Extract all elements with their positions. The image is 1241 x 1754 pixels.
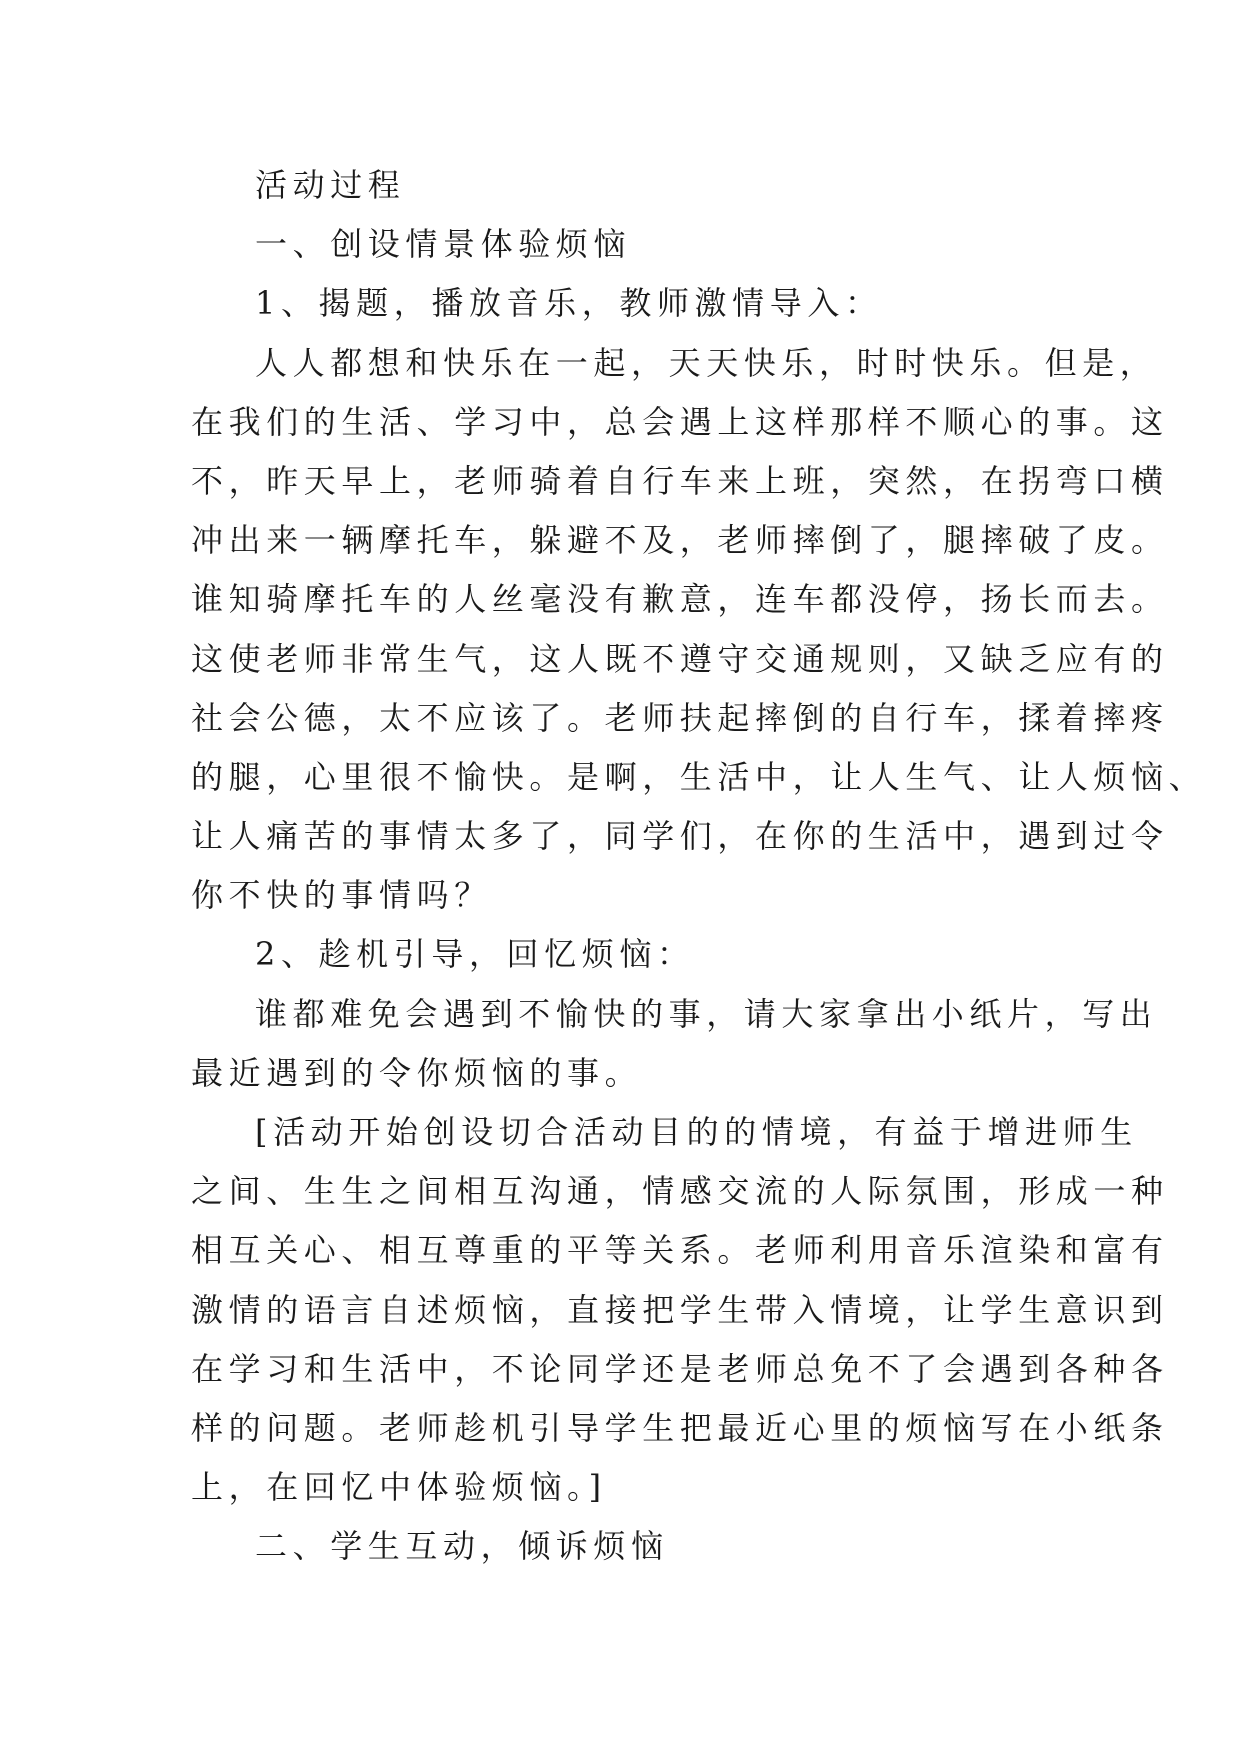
commentary-line: 相互关心、相互尊重的平等关系。老师利用音乐渲染和富有 [191,1231,1169,1270]
paragraph-line: 在我们的生活、学习中，总会遇上这样那样不顺心的事。这 [191,402,1169,441]
paragraph-line: 谁都难免会遇到不愉快的事，请大家拿出小纸片，写出 [255,994,1158,1033]
commentary-line: 之间、生生之间相互沟通，情感交流的人际氛围，形成一种 [191,1172,1169,1211]
paragraph-line: 谁知骑摩托车的人丝毫没有歉意，连车都没停，扬长而去。 [191,580,1169,619]
paragraph-line: 让人痛苦的事情太多了，同学们，在你的生活中，遇到过令 [191,817,1169,856]
commentary-line: 样的问题。老师趁机引导学生把最近心里的烦恼写在小纸条 [191,1408,1169,1447]
section-heading-two: 二、学生互动，倾诉烦恼 [255,1527,669,1566]
section-heading-activity-process: 活动过程 [255,166,406,204]
commentary-line: 在学习和生活中，不论同学还是老师总免不了会遇到各种各 [191,1349,1169,1388]
paragraph-line: 这使老师非常生气，这人既不遵守交通规则，又缺乏应有的 [191,639,1169,678]
paragraph-line: 你不快的事情吗？ [191,876,492,915]
commentary-line: 激情的语言自述烦恼，直接把学生带入情境，让学生意识到 [191,1290,1169,1329]
step-heading-2: 2、趁机引导，回忆烦恼： [255,935,695,974]
commentary-line: 上，在回忆中体验烦恼。] [191,1468,607,1507]
paragraph-line: 冲出来一辆摩托车，躲避不及，老师摔倒了，腿摔破了皮。 [191,521,1169,560]
section-heading-one: 一、创设情景体验烦恼 [255,225,632,264]
document-body [191,156,1207,1577]
paragraph-line: 不，昨天早上，老师骑着自行车来上班，突然，在拐弯口横 [191,461,1169,500]
step-heading-1: 1、揭题，播放音乐，教师激情导入： [255,284,883,323]
paragraph-line: 社会公德，太不应该了。老师扶起摔倒的自行车，揉着摔疼 [191,698,1169,737]
commentary-line: [活动开始创设切合活动目的的情境，有益于增进师生 [255,1113,1138,1151]
paragraph-line: 的腿，心里很不愉快。是啊，生活中，让人生气、让人烦恼、 [191,757,1207,796]
paragraph-line: 最近遇到的令你烦恼的事。 [191,1053,643,1092]
paragraph-line: 人人都想和快乐在一起，天天快乐，时时快乐。但是， [255,343,1158,382]
